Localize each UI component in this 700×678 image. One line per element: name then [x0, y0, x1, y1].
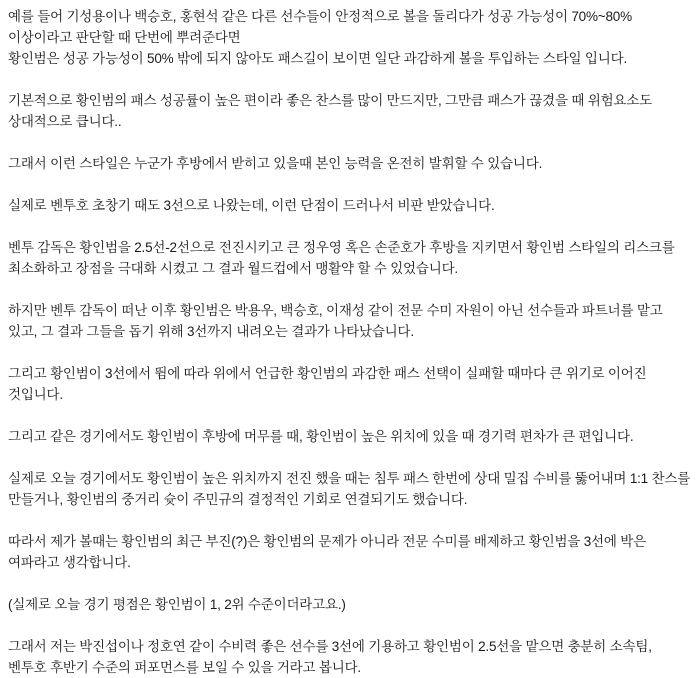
paragraph-spacer	[8, 174, 692, 195]
paragraph-spacer	[8, 405, 692, 426]
paragraph: 그래서 저는 박진섭이나 정호연 같이 수비력 좋은 선수를 3선에 기용하고 황인범이 2.5선을 맡으면 충분히 소속팀, 벤투호 후반기 수준의 퍼포먼스를 보일 수 있을 거라고 봅니다.	[8, 639, 652, 675]
paragraph: 벤투 감독은 황인범을 2.5선-2선으로 전진시키고 큰 정우영 혹은 손준호가 후방을 지키면서 황인범 스타일의 리스크를 최소화하고 장점을 극대화 시켰고 그 결과 월드컵에서 맹활약 할 수 있었습니다.	[8, 240, 675, 276]
paragraph: 하지만 벤투 감독이 떠난 이후 황인범은 박용우, 백승호, 이재성 같이 전문 수미 자원이 아닌 선수들과 파트너를 맡고 있고, 그 결과 그들을 돕기 위해 3선까지 내려오는 결과가 나타났습니다.	[8, 303, 663, 339]
paragraph: 따라서 제가 볼때는 황인범의 최근 부진(?)은 황인범의 문제가 아니라 전문 수미를 배제하고 황인범을 3선에 박은 여파라고 생각합니다.	[8, 534, 646, 570]
paragraph: 그리고 황인범이 3선에서 뜀에 따라 위에서 언급한 황인범의 과감한 패스 선택이 실패할 때마다 큰 위기로 이어진 것입니다.	[8, 366, 647, 402]
paragraph-spacer	[8, 573, 692, 594]
paragraph: (실제로 오늘 경기 평점은 황인범이 1, 2위 수준이더라고요.)	[8, 597, 346, 612]
paragraph-spacer	[8, 69, 692, 90]
paragraph-spacer	[8, 216, 692, 237]
paragraph-spacer	[8, 615, 692, 636]
paragraph-spacer	[8, 279, 692, 300]
paragraph: 실제로 오늘 경기에서도 황인범이 높은 위치까지 전진 했을 때는 침투 패스 한번에 상대 밀집 수비를 뚫어내며 1:1 찬스를 만들거나, 황인범의 중거리 슛이 주민규의 결정적인 기회로 연결되기도 했습니다.	[8, 471, 691, 507]
paragraph: 예를 들어 기성용이나 백승호, 홍현석 같은 다른 선수들이 안정적으로 볼을 돌리다가 성공 가능성이 70%~80% 이상이라고 판단할 때 단번에 뿌려준다면	[8, 9, 632, 45]
paragraph-spacer	[8, 510, 692, 531]
paragraph: 실제로 벤투호 초창기 때도 3선으로 나왔는데, 이런 단점이 드러나서 비판 받았습니다.	[8, 198, 495, 213]
paragraph-spacer	[8, 447, 692, 468]
paragraph-spacer	[8, 342, 692, 363]
paragraph-spacer	[8, 132, 692, 153]
paragraph: 황인범은 성공 가능성이 50% 밖에 되지 않아도 패스길이 보이면 일단 과감하게 볼을 투입하는 스타일 입니다.	[8, 51, 628, 66]
paragraph: 그리고 같은 경기에서도 황인범이 후방에 머무를 때, 황인범이 높은 위치에 있을 때 경기력 편차가 큰 편입니다.	[8, 429, 634, 444]
paragraph: 기본적으로 황인범의 패스 성공률이 높은 편이라 좋은 찬스를 많이 만드지만, 그만큼 패스가 끊겼을 때 위험요소도 상대적으로 큽니다..	[8, 93, 652, 129]
paragraph: 그래서 이런 스타일은 누군가 후방에서 받히고 있을때 본인 능력을 온전히 발휘할 수 있습니다.	[8, 156, 543, 171]
